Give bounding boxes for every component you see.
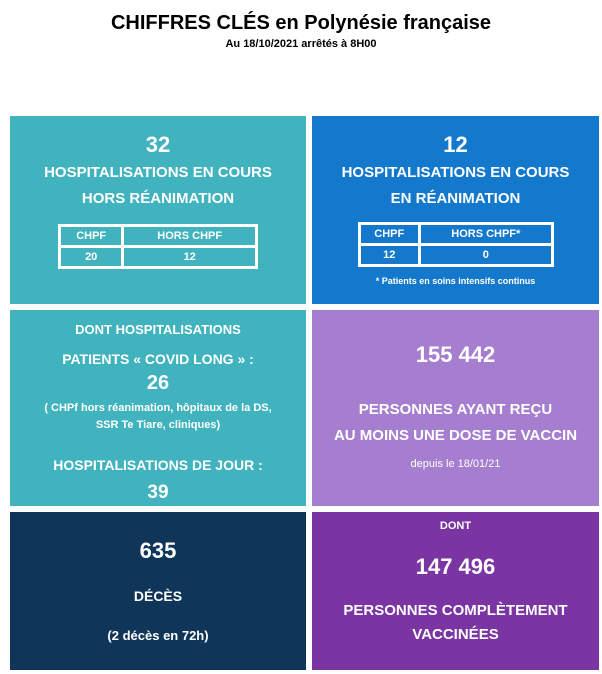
table-value-chpf: 20 [61,248,121,266]
hosp-hors-rea-table [58,224,258,269]
vaccin-dose-label-1: PERSONNES AYANT REÇU [358,401,553,418]
hosp-hors-rea-value: 32 [145,132,171,157]
table-value-hors-chpf: 0 [421,246,551,264]
tile-hosp-hors-rea [10,116,306,304]
table-header-hors-chpf: HORS CHPF* [421,225,551,243]
page-title: CHIFFRES CLÉS en Polynésie française [110,12,492,34]
covid-long-detail-1: ( CHPf hors réanimation, hôpitaux de la DS, [44,402,272,414]
hosp-rea-footnote: * Patients en soins intensifs continus [375,276,536,286]
table-header-hors-chpf: HORS CHPF [124,227,255,245]
vaccin-dose-value: 155 442 [415,342,496,367]
vaccin-complet-value: 147 496 [415,554,496,579]
hosp-hors-rea-label-1: HOSPITALISATIONS EN COURS [44,164,272,181]
table-value-chpf: 12 [361,246,418,264]
hosp-rea-value: 12 [443,132,468,157]
table-header-chpf: CHPF [361,225,418,243]
covid-long-line-1: DONT HOSPITALISATIONS [75,322,241,337]
hosp-jour-value: 39 [147,482,169,503]
vaccin-complet-label-2: VACCINÉES [412,626,499,643]
tile-covid-long [10,310,306,506]
vaccin-dose-label-2: AU MOINS UNE DOSE DE VACCIN [333,427,578,444]
covid-long-value: 26 [146,372,170,394]
covid-long-line-2: PATIENTS « COVID LONG » : [62,351,254,367]
table-header-chpf: CHPF [61,227,121,245]
tile-hosp-rea [312,116,599,304]
hosp-rea-table [358,222,554,267]
covid-long-detail-2: SSR Te Tiare, cliniques) [95,419,221,431]
hosp-jour-label: HOSPITALISATIONS DE JOUR : [53,457,263,473]
hosp-rea-label-1: HOSPITALISATIONS EN COURS [341,164,570,181]
deces-value: 635 [139,538,177,563]
tile-deces [10,512,306,670]
page-subtitle: Au 18/10/2021 arrêtés à 8H00 [225,38,377,50]
vaccin-complet-label-1: PERSONNES COMPLÈTEMENT [343,602,568,619]
deces-label: DÉCÈS [133,588,183,604]
vaccin-complet-prefix: DONT [439,520,472,532]
hosp-rea-label-2: EN RÉANIMATION [390,190,521,207]
table-value-hors-chpf: 12 [124,248,255,266]
hosp-hors-rea-label-2: HORS RÉANIMATION [81,190,235,207]
tile-vaccin-dose [312,310,599,506]
deces-note: (2 décès en 72h) [107,628,209,643]
tile-vaccin-complet [312,512,599,670]
vaccin-dose-since: depuis le 18/01/21 [410,458,501,470]
